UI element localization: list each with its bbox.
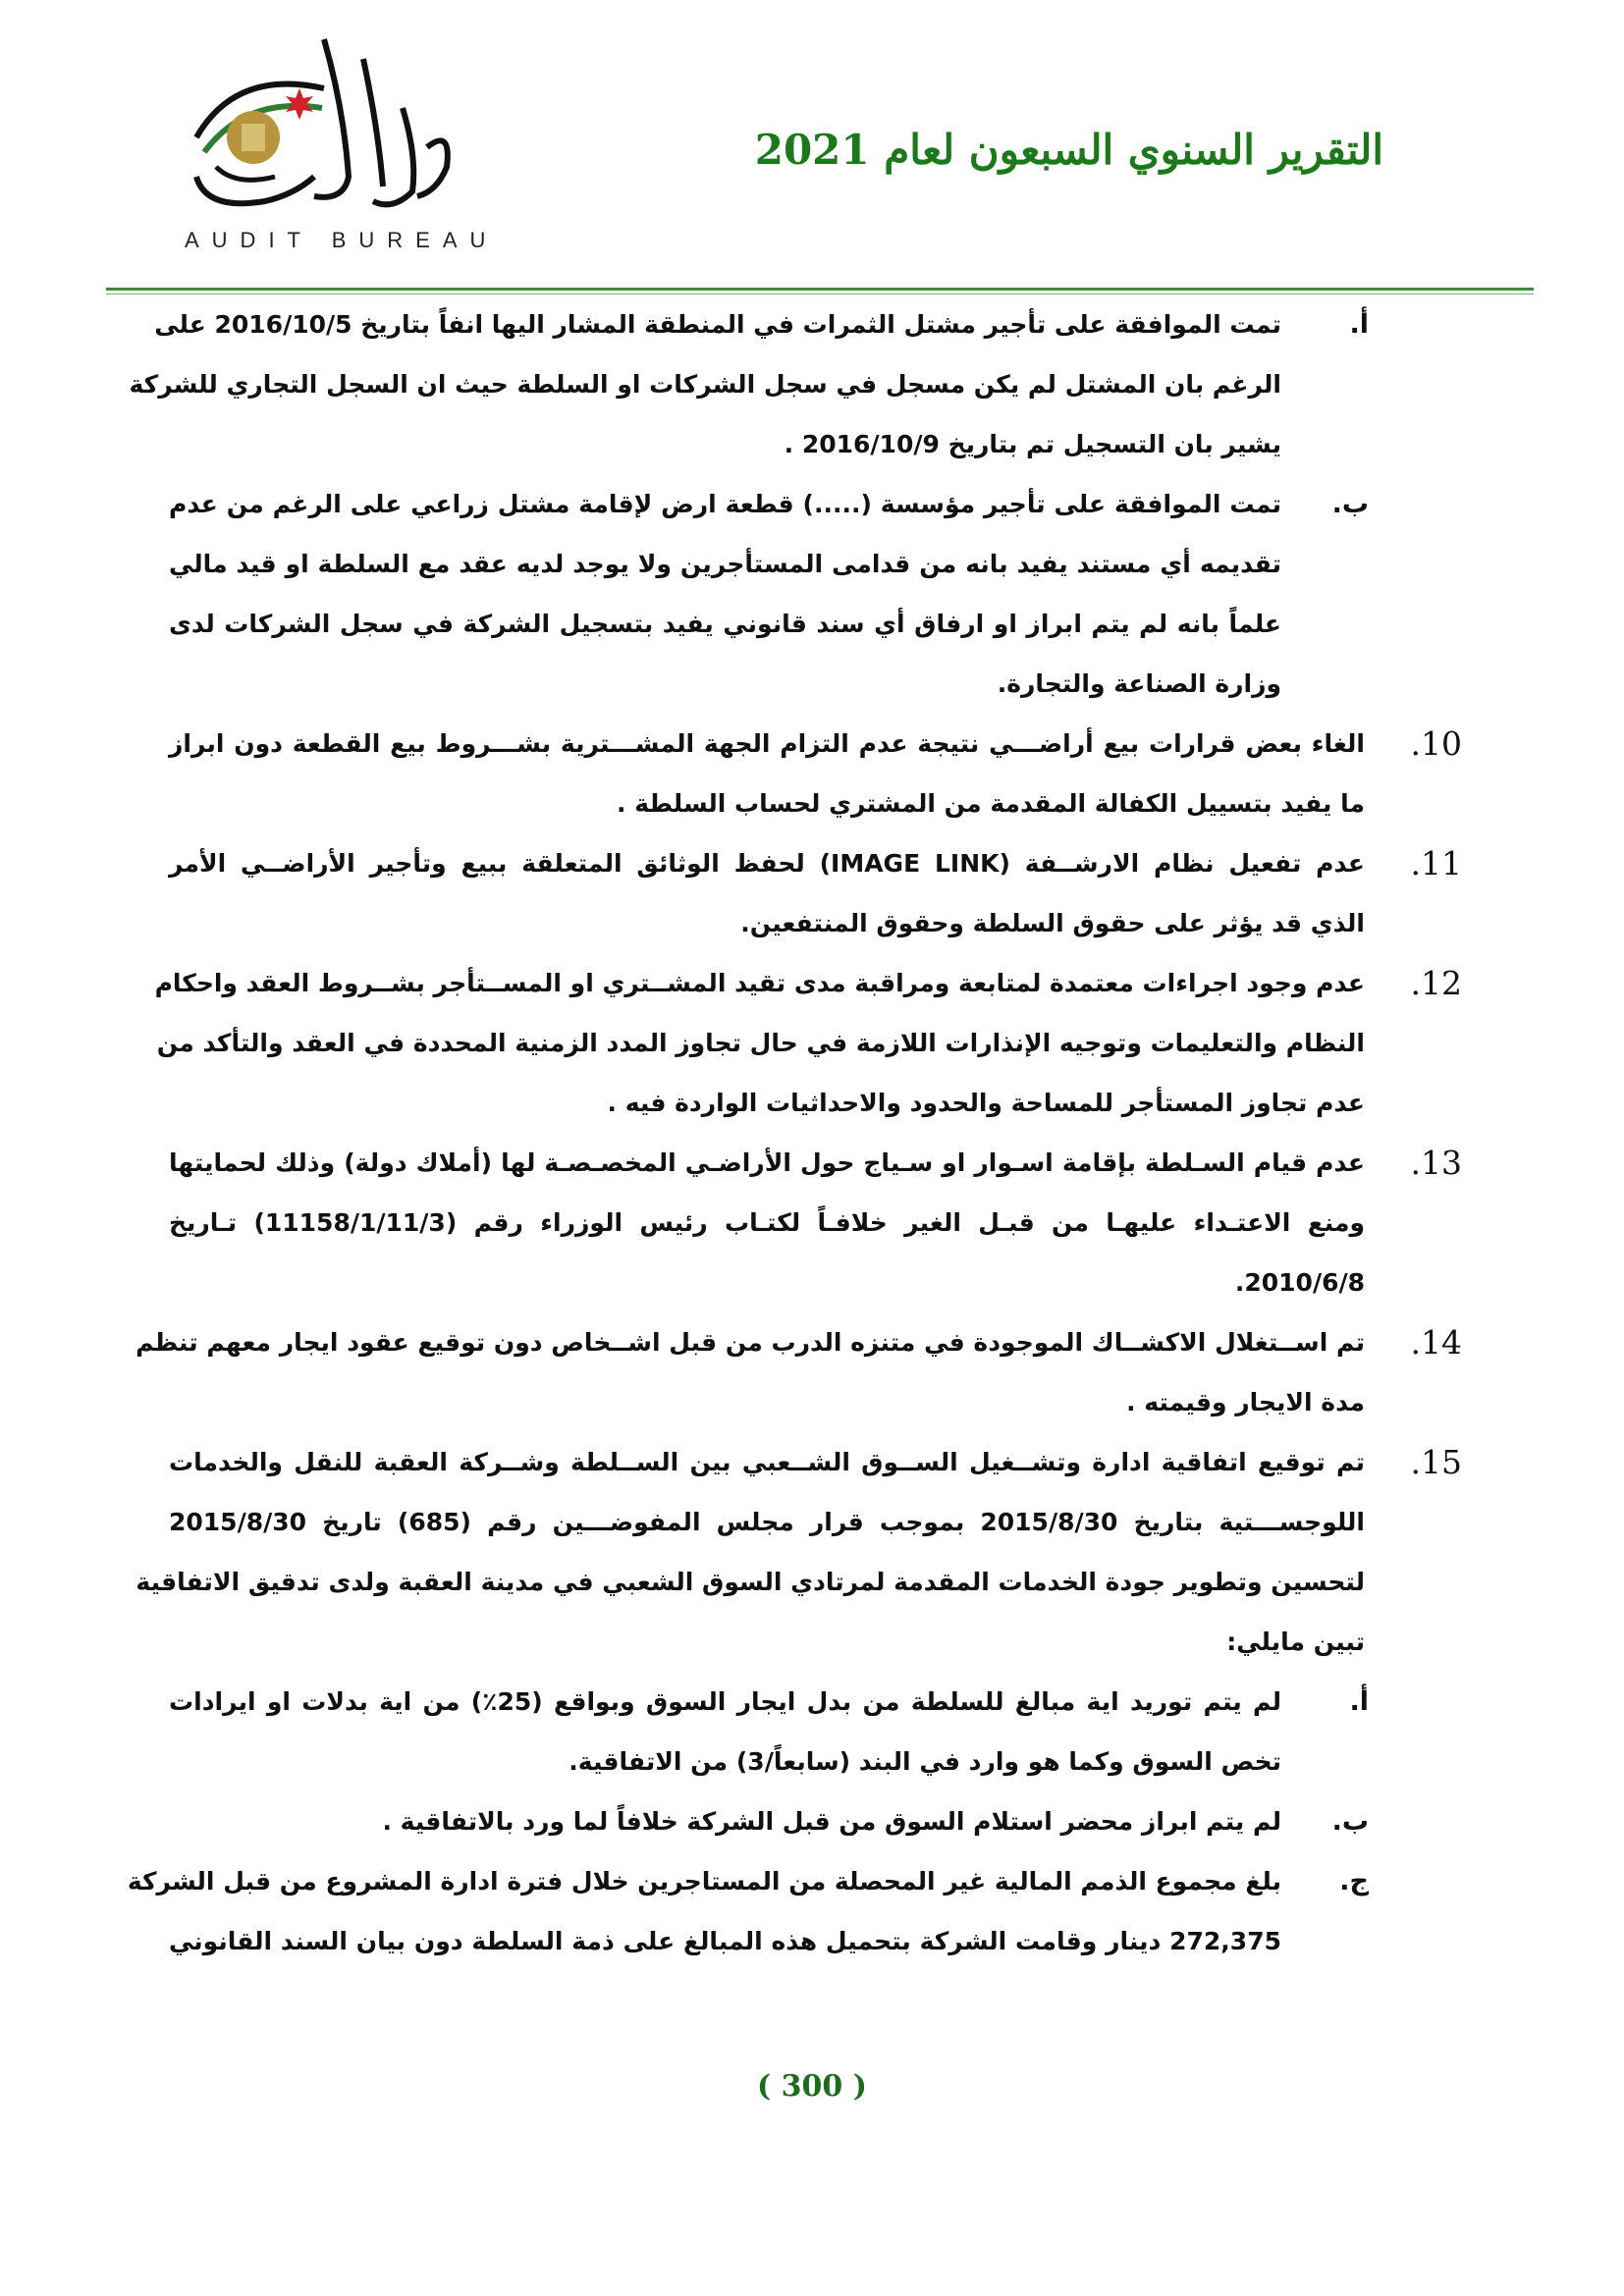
text-line: اللوجســـتية بتاريخ 2015/8/30 بموجب قرار مجلس المفوضـــين رقم (685) تاريخ 2015/8/30 [169,1508,1365,1536]
text-line: مدة الايجار وقيمته . [1126,1388,1365,1416]
text-line: لم يتم توريد اية مبالغ للسلطة من بدل ايجار السوق وبواقع (25٪) من اية بدلات او ايرادات [169,1687,1281,1716]
page-number: ( 300 ) [757,2069,867,2104]
numbered-finding [0,833,1624,953]
text-line: الذي قد يؤثر على حقوق السلطة وحقوق المنتفعين. [740,909,1365,937]
list-marker: أ. [1349,309,1369,340]
numbered-finding [0,1312,1624,1432]
list-marker: 15. [1410,1443,1462,1481]
text-line: بلغ مجموع الذمم المالية غير المحصلة من المستاجرين خلال فترة ادارة المشروع من قبل الشركة [127,1867,1281,1896]
svg-text:AUDIT BUREAU: AUDIT BUREAU [185,228,499,252]
list-marker: ج. [1339,1866,1369,1896]
numbered-finding [0,1432,1624,1672]
text-line: تخص السوق وكما هو وارد في البند (سابعاً/3) من الاتفاقية. [568,1747,1281,1776]
list-marker: 11. [1410,844,1462,882]
text-line: عدم تفعيل نظام الارشــفة (IMAGE LINK) لحفظ الوثائق المتعلقة ببيع وتأجير الأراضــي الأمر [169,849,1366,878]
text-line: 272,375 دينار وقامت الشركة بتحميل هذه المبالغ على ذمة السلطة دون بيان السند القانوني [169,1927,1281,1955]
text-line: تمت الموافقة على تأجير مؤسسة (.....) قطعة ارض لإقامة مشتل زراعي على الرغم من عدم [169,490,1281,518]
text-line: تمت الموافقة على تأجير مشتل الثمرات في المنطقة المشار اليها انفاً بتاريخ 2016/10/5 على [154,310,1281,339]
text-line: لتحسين وتطوير جودة الخدمات المقدمة لمرتادي السوق الشعبي في مدينة العقبة ولدى تدقيق الاتفاقية [135,1568,1365,1596]
text-line: تقديمه أي مستند يفيد بانه من قدامى المستأجرين ولا يوجد لديه عقد مع السلطة او قيد مالي [169,550,1281,578]
text-line: عدم قيام السـلطة بإقامة اسـوار او سـياج حول الأراضـي المخصـصـة لها (أملاك دولة) وذلك لحمايتها [169,1148,1365,1177]
header-divider [106,288,1534,291]
list-marker: 12. [1410,964,1462,1002]
text-line: تبين مايلي: [1226,1628,1365,1656]
sub-finding [0,474,1624,714]
text-line: ما يفيد بتسييل الكفالة المقدمة من المشتري لحساب السلطة . [617,789,1365,818]
sub-finding [0,1791,1624,1851]
text-line: الرغم بان المشتل لم يكن مسجل في سجل الشركات او السلطة حيث ان السجل التجاري للشركة [129,370,1281,399]
audit-bureau-logo [177,29,560,255]
list-marker: أ. [1349,1686,1369,1717]
text-line: ومنع الاعتـداء عليهـا من قبـل الغير خلافـاً لكتـاب رئيس الوزراء رقم (11158/1/11/3) تـاريخ [169,1208,1366,1237]
text-line: وزارة الصناعة والتجارة. [997,669,1281,698]
sub-finding [0,1851,1624,1971]
text-line: عدم تجاوز المستأجر للمساحة والحدود والاحداثيات الواردة فيه . [607,1089,1365,1117]
text-line: النظام والتعليمات وتوجيه الإنذارات اللازمة في حال تجاوز المدد الزمنية المحددة في العقد والتأكد من [156,1029,1365,1057]
numbered-finding [0,953,1624,1133]
sub-finding [0,1672,1624,1791]
text-line: يشير بان التسجيل تم بتاريخ 2016/10/9 . [784,430,1281,458]
text-line: علماً بانه لم يتم ابراز او ارفاق أي سند قانوني يفيد بتسجيل الشركة في سجل الشركات لدى [169,610,1281,638]
list-marker: 14. [1410,1323,1462,1362]
document-body [0,294,1624,1971]
list-marker: 13. [1410,1144,1462,1182]
text-line: عدم وجود اجراءات معتمدة لمتابعة ومراقبة مدى تقيد المشــتري او المســتأجر بشــروط العقد واحكام [154,969,1365,997]
list-marker: ب. [1331,1806,1369,1837]
list-marker: 10. [1410,724,1462,763]
text-line: لم يتم ابراز محضر استلام السوق من قبل الشركة خلافاً لما ورد بالاتفاقية . [382,1807,1281,1836]
text-line: تم توقيع اتفاقية ادارة وتشــغيل الســوق الشــعبي بين الســلطة وشــركة العقبة للنقل والخدمات [169,1448,1365,1476]
numbered-finding [0,714,1624,833]
report-title: التقرير السنوي السبعون لعام 2021 [754,126,1383,174]
sub-finding [0,294,1624,474]
text-line: 2010/6/8. [1234,1268,1365,1297]
text-line: الغاء بعض قرارات بيع أراضـــي نتيجة عدم التزام الجهة المشـــترية بشـــروط بيع القطعة دون ابراز [169,729,1365,758]
text-line: تم اســتغلال الاكشــاك الموجودة في متنزه الدرب من قبل اشــخاص دون توقيع عقود ايجار معهم تنظم [135,1328,1365,1357]
numbered-finding [0,1133,1624,1312]
list-marker: ب. [1331,489,1369,519]
